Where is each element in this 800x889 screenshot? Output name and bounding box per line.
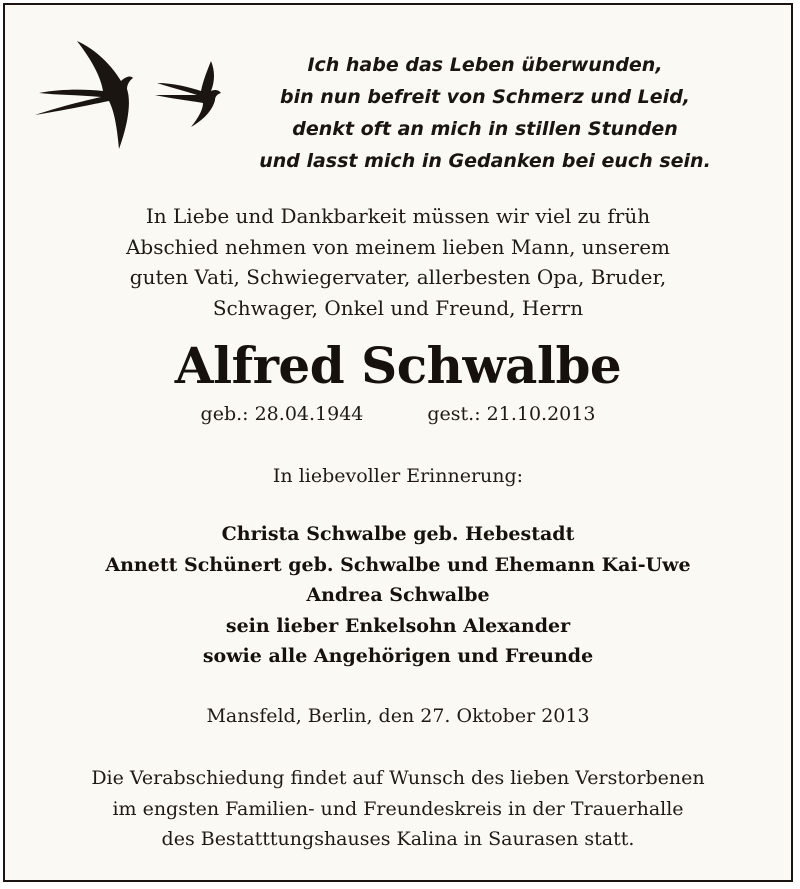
deceased-name: Alfred Schwalbe: [174, 336, 622, 395]
intro-text: [5, 201, 791, 323]
intro-line: Abschied nehmen von meinem lieben Mann, unserem: [125, 234, 671, 259]
service-line: im engsten Familien- und Freundeskreis in der Trauerhalle: [112, 797, 684, 820]
family-line: Annett Schünert geb. Schwalbe und Ehemann Kai-Uwe: [105, 553, 691, 576]
intro-line: Schwager, Onkel und Freund, Herrn: [212, 295, 584, 320]
life-dates: [5, 399, 791, 429]
service-line: des Bestatttungshauses Kalina in Saurasen statt.: [161, 828, 635, 850]
poem-line: und lasst mich in Gedanken bei euch sein.: [259, 150, 711, 172]
service-info: [5, 763, 791, 855]
birth-date: geb.: 28.04.1944: [200, 403, 364, 425]
poem-line: Ich habe das Leben überwunden,: [307, 54, 663, 76]
large-swallow-icon: [35, 41, 133, 149]
family-line: Christa Schwalbe geb. Hebestadt: [221, 523, 575, 545]
remembrance-heading: In liebevoller Erinnerung:: [272, 465, 524, 487]
intro-line: guten Vati, Schwiegervater, allerbesten Opa, Bruder,: [129, 265, 667, 289]
poem: [195, 49, 775, 177]
family-list: [5, 519, 791, 672]
place-and-date: Mansfeld, Berlin, den 27. Oktober 2013: [206, 705, 590, 727]
poem-line: bin nun befreit von Schmerz und Leid,: [279, 86, 691, 108]
obituary-notice: [3, 3, 793, 882]
intro-line: In Liebe und Dankbarkeit müssen wir viel zu früh: [145, 204, 651, 228]
family-line: sein lieber Enkelsohn Alexander: [225, 614, 571, 637]
death-date: gest.: 21.10.2013: [427, 403, 596, 425]
family-line: Andrea Schwalbe: [306, 584, 490, 606]
family-line: sowie alle Angehörigen und Freunde: [202, 645, 594, 667]
service-line: Die Verabschiedung findet auf Wunsch des lieben Verstorbenen: [91, 767, 705, 789]
poem-line: denkt oft an mich in stillen Stunden: [292, 118, 678, 140]
